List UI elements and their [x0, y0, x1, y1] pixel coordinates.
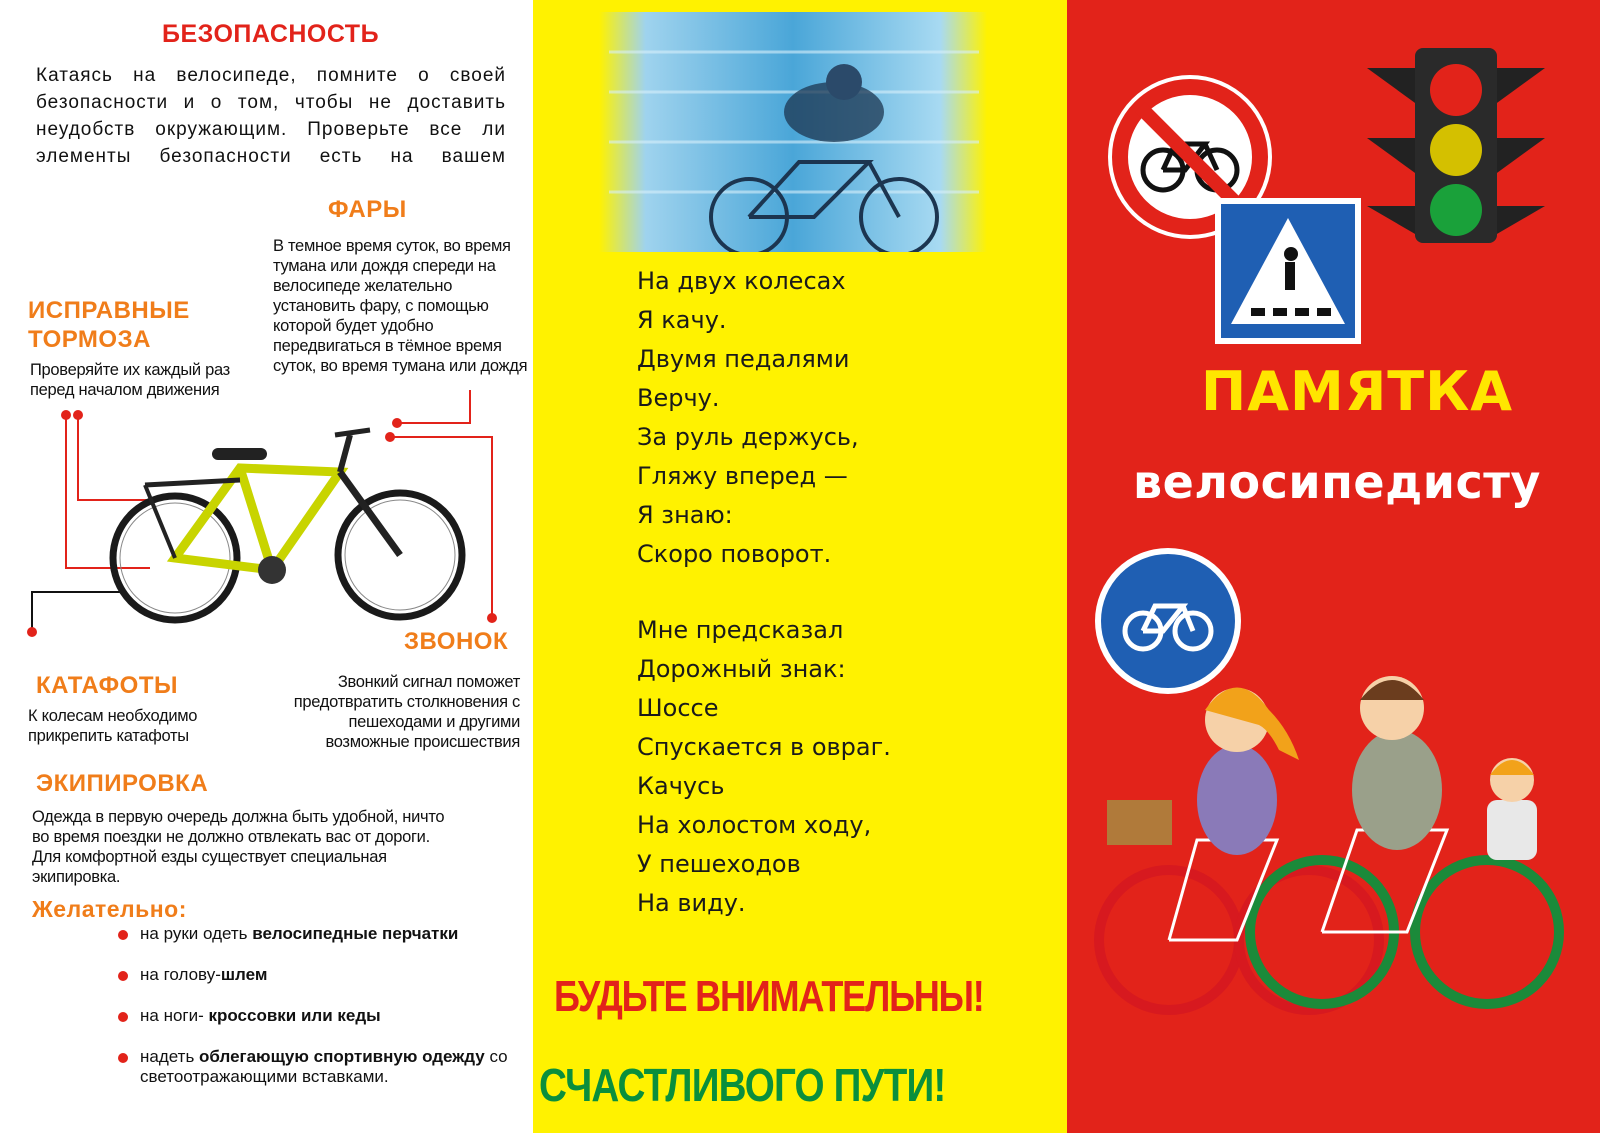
right-panel — [1067, 0, 1600, 1133]
poem-line: Двумя педалями — [637, 345, 850, 373]
poem-line: Дорожный знак: — [637, 655, 846, 683]
poem — [637, 262, 891, 923]
list-item: на ноги- кроссовки или кеды — [118, 1006, 518, 1026]
family-cyclists-illustration — [1087, 670, 1577, 1030]
equipment-text: Одежда в первую очередь должна быть удобной, ничто во время поездки не должно отвлекать вас от дороги. Для комфортной езды существует специальная экипировка. — [32, 808, 445, 886]
father-figure — [1352, 676, 1442, 850]
safety-title: БЕЗОПАСНОСТЬ — [162, 20, 380, 48]
poem-line: Шоссе — [637, 694, 719, 722]
equipment-title: ЭКИПИРОВКА — [36, 770, 209, 797]
reflectors-title: КАТАФОТЫ — [36, 672, 178, 699]
leader-lines — [32, 390, 492, 632]
reflectors-text: К колесам необходимо прикрепить катафоты — [28, 707, 198, 745]
brakes-title — [28, 296, 190, 354]
poem-line: Качусь — [637, 772, 725, 800]
poem-line: Спускается в овраг. — [637, 733, 891, 761]
left-panel — [0, 0, 533, 1133]
pedestrian-crossing-sign-icon — [1213, 196, 1363, 346]
poem-line — [637, 574, 891, 611]
poem-line: Гляжу вперед — — [637, 462, 848, 490]
bell-text: Звонкий сигнал поможет предотвратить столкновения с пешеходами и другими возможные происшествия — [293, 673, 520, 751]
slogan-happy-journey: СЧАСТЛИВОГО ПУТИ! — [539, 1059, 946, 1111]
brakes-title-line-1: ИСПРАВНЫЕ — [28, 297, 190, 324]
poem-line: Верчу. — [637, 384, 720, 412]
poem-line: Мне предсказал — [637, 616, 844, 644]
middle-panel — [533, 0, 1067, 1133]
title-for-cyclist: велосипедисту — [1133, 455, 1541, 509]
poem-line: На виду. — [637, 889, 746, 917]
poem-line: Скоро поворот. — [637, 540, 832, 568]
poem-line: Я качу. — [637, 306, 727, 334]
brakes-text: Проверяйте их каждый раз перед началом движения — [30, 361, 230, 399]
title-memo: ПАМЯТКА — [1201, 360, 1514, 423]
list-item: на голову-шлем — [118, 965, 518, 985]
list-item: надеть облегающую спортивную одежду со светоотражающими вставками. — [118, 1047, 518, 1087]
lights-title: ФАРЫ — [328, 196, 407, 223]
brakes-title-line-2: ТОРМОЗА — [28, 326, 151, 353]
safety-text: Катаясь на велосипеде, помните о своей безопасности и о том, чтобы не доставить неудобств окружающим. Проверьте все ли элементы безопасности есть на вашем — [36, 65, 506, 167]
equipment-list — [118, 924, 518, 1108]
bicycle-icon — [113, 430, 462, 620]
poem-line: У пешеходов — [637, 850, 801, 878]
bicycle-diagram — [0, 380, 533, 660]
poem-line: За руль держусь, — [637, 423, 859, 451]
list-item: на руки одеть велосипедные перчатки — [118, 924, 518, 944]
mother-figure — [1197, 688, 1299, 856]
lights-text: В темное время суток, во время тумана или дождя спереди на велосипеде желательно установить фару, с помощью которой будет удобно передвигаться в тёмное время суток, во время тумана или дождя — [273, 237, 528, 375]
bell-title: ЗВОНОК — [404, 628, 509, 655]
poem-line: На холостом ходу, — [637, 811, 872, 839]
child-figure — [1487, 758, 1537, 860]
traffic-light-icon — [1367, 38, 1545, 248]
poem-line: На двух колесах — [637, 267, 846, 295]
cyclist-photo — [599, 12, 987, 252]
poem-line: Я знаю: — [637, 501, 733, 529]
desirable-title: Желательно: — [32, 896, 187, 922]
slogan-be-careful: БУДЬТЕ ВНИМАТЕЛЬНЫ! — [554, 972, 984, 1021]
